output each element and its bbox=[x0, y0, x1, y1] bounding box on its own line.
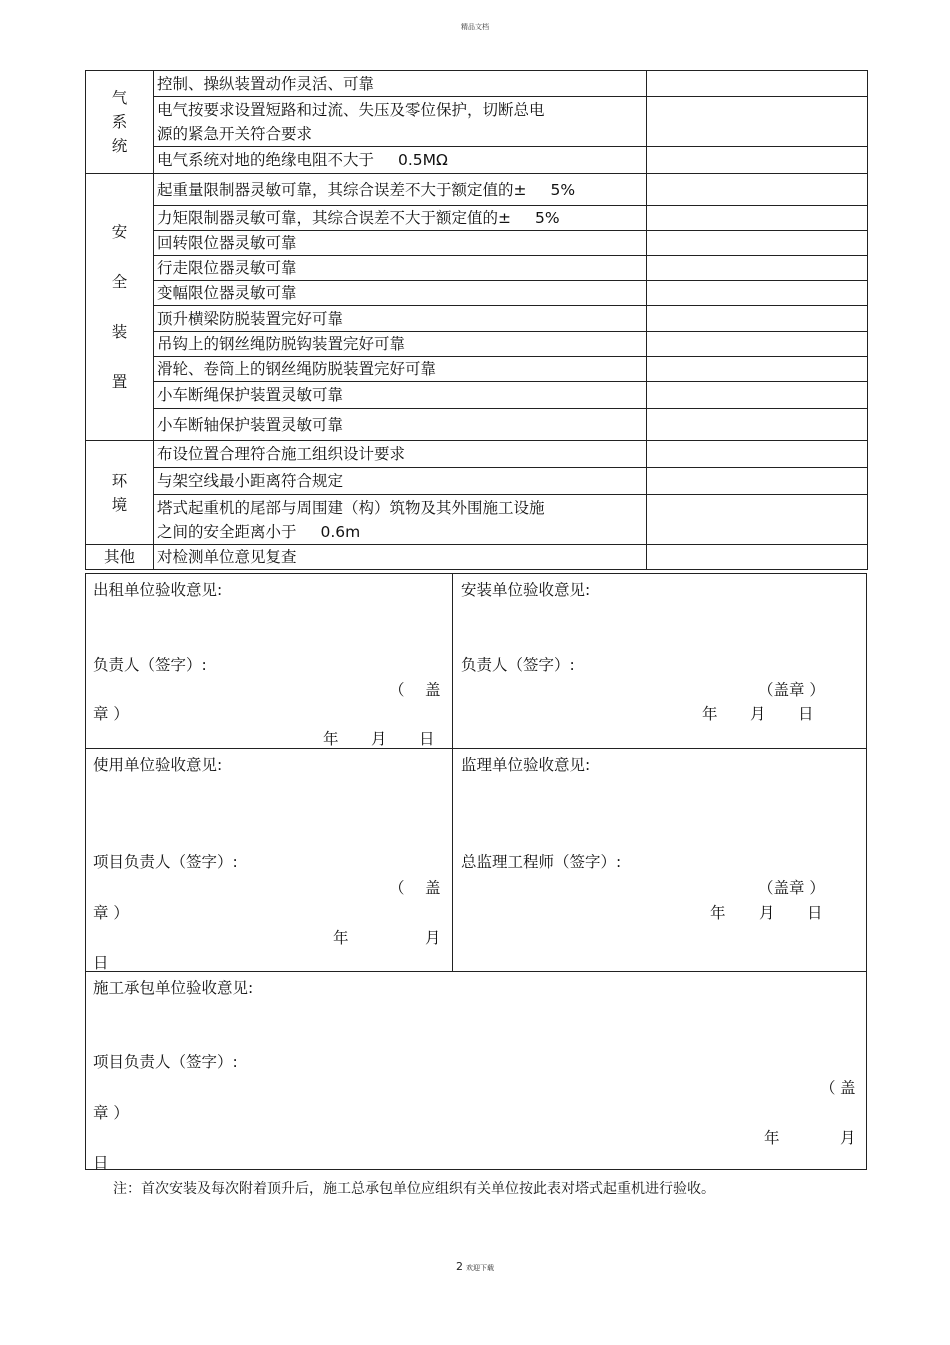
user-seal-open: （ bbox=[389, 879, 405, 897]
user-seal-close: 章 ） bbox=[93, 904, 129, 922]
supervisor-signer: 总监理工程师（签字）: bbox=[461, 853, 622, 871]
category-char: 系 bbox=[111, 113, 128, 131]
rental-unit-section[interactable] bbox=[85, 573, 453, 749]
category-char: 装 bbox=[111, 323, 128, 341]
rental-title: 出租单位验收意见: bbox=[93, 581, 223, 599]
install-seal: （盖章 ） bbox=[758, 681, 825, 699]
item-text: 控制、操纵装置动作灵活、可靠 bbox=[157, 74, 375, 93]
install-month: 月 bbox=[750, 705, 766, 723]
contractor-day: 日 bbox=[93, 1154, 109, 1172]
item-text: 起重量限制器灵敏可靠，其综合误差不大于额定值的± bbox=[157, 180, 527, 199]
table-row bbox=[154, 231, 647, 256]
category-char: 置 bbox=[111, 373, 128, 391]
item-value: 5% bbox=[550, 180, 576, 199]
supervisor-year: 年 bbox=[710, 904, 726, 922]
install-day: 日 bbox=[798, 705, 814, 723]
contractor-seal-open: （ bbox=[820, 1079, 836, 1097]
supervisor-day: 日 bbox=[807, 904, 823, 922]
install-title: 安装单位验收意见: bbox=[461, 581, 591, 599]
item-text: 之间的安全距离小于 bbox=[157, 522, 297, 541]
category-electrical bbox=[86, 71, 154, 174]
supervisor-title: 监理单位验收意见: bbox=[461, 756, 591, 774]
category-safety bbox=[86, 174, 154, 441]
category-other: 其他 bbox=[86, 545, 154, 570]
item-value: 0.5MΩ bbox=[398, 151, 448, 169]
user-year: 年 bbox=[333, 929, 349, 947]
page-number: 2 bbox=[456, 1260, 463, 1273]
item-text: 电气系统对地的绝缘电阻不大于 bbox=[157, 151, 375, 169]
contractor-year: 年 bbox=[764, 1129, 780, 1147]
result-cell[interactable] bbox=[647, 409, 868, 441]
install-year: 年 bbox=[702, 705, 718, 723]
rental-month: 月 bbox=[371, 730, 387, 748]
table-row bbox=[154, 281, 647, 306]
contractor-title: 施工承包单位验收意见: bbox=[93, 979, 254, 997]
result-cell[interactable] bbox=[647, 71, 868, 97]
result-cell[interactable] bbox=[647, 382, 868, 409]
item-text: 小车断轴保护装置灵敏可靠 bbox=[157, 415, 344, 434]
result-cell[interactable] bbox=[647, 468, 868, 495]
contractor-unit-section[interactable] bbox=[85, 971, 867, 1170]
result-cell[interactable] bbox=[647, 357, 868, 382]
page-header: 精品文档 bbox=[461, 23, 489, 31]
rental-seal-close: 章 ） bbox=[93, 705, 129, 723]
user-unit-section[interactable] bbox=[85, 748, 453, 972]
category-char: 境 bbox=[111, 495, 128, 514]
table-row bbox=[154, 174, 647, 206]
item-text: 力矩限制器灵敏可靠，其综合误差不大于额定值的± bbox=[157, 209, 511, 227]
item-value: 5% bbox=[535, 209, 560, 227]
result-cell[interactable] bbox=[647, 206, 868, 231]
table-row bbox=[154, 382, 647, 409]
user-signer: 项目负责人（签字）: bbox=[93, 853, 238, 871]
page-footer bbox=[0, 1260, 950, 1273]
table-row bbox=[154, 256, 647, 281]
supervisor-month: 月 bbox=[759, 904, 775, 922]
table-row bbox=[154, 545, 647, 570]
item-text: 塔式起重机的尾部与周围建（构）筑物及其外围施工设施 bbox=[157, 498, 545, 517]
table-row bbox=[154, 206, 647, 231]
supervisor-unit-section[interactable] bbox=[452, 748, 867, 972]
item-text: 顶升横梁防脱装置完好可靠 bbox=[157, 309, 344, 328]
result-cell[interactable] bbox=[647, 441, 868, 468]
table-row bbox=[154, 441, 647, 468]
table-row bbox=[154, 495, 647, 545]
result-cell[interactable] bbox=[647, 174, 868, 206]
item-text: 变幅限位器灵敏可靠 bbox=[157, 284, 297, 302]
contractor-month: 月 bbox=[840, 1129, 856, 1147]
category-char: 统 bbox=[111, 137, 128, 155]
user-title: 使用单位验收意见: bbox=[93, 756, 223, 774]
result-cell[interactable] bbox=[647, 306, 868, 332]
result-cell[interactable] bbox=[647, 97, 868, 147]
item-text: 对检测单位意见复查 bbox=[157, 548, 297, 566]
install-unit-section[interactable] bbox=[452, 573, 867, 749]
category-environment bbox=[86, 441, 154, 545]
result-cell[interactable] bbox=[647, 231, 868, 256]
item-text: 行走限位器灵敏可靠 bbox=[157, 259, 297, 277]
contractor-signer: 项目负责人（签字）: bbox=[93, 1053, 238, 1071]
item-text: 小车断绳保护装置灵敏可靠 bbox=[157, 386, 344, 404]
rental-signer: 负责人（签字）: bbox=[93, 656, 207, 674]
category-char: 安 bbox=[111, 223, 128, 241]
item-text: 与架空线最小距离符合规定 bbox=[157, 472, 344, 490]
result-cell[interactable] bbox=[647, 332, 868, 357]
item-text: 电气按要求设置短路和过流、失压及零位保护，切断总电 bbox=[157, 100, 545, 119]
supervisor-seal: （盖章 ） bbox=[758, 879, 825, 897]
result-cell[interactable] bbox=[647, 147, 868, 174]
inspection-table bbox=[85, 70, 868, 570]
result-cell[interactable] bbox=[647, 281, 868, 306]
user-day: 日 bbox=[93, 954, 109, 972]
contractor-seal-word: 盖 bbox=[840, 1079, 856, 1097]
footnote: 注：首次安装及每次附着顶升后，施工总承包单位应组织有关单位按此表对塔式起重机进行验收。 bbox=[113, 1181, 715, 1197]
rental-seal-open: （ bbox=[389, 681, 405, 699]
install-signer: 负责人（签字）: bbox=[461, 656, 575, 674]
table-row bbox=[154, 306, 647, 332]
item-text: 滑轮、卷筒上的钢丝绳防脱装置完好可靠 bbox=[157, 360, 437, 378]
table-row bbox=[154, 409, 647, 441]
item-text: 吊钩上的钢丝绳防脱钩装置完好可靠 bbox=[157, 335, 406, 353]
table-row bbox=[154, 332, 647, 357]
rental-day: 日 bbox=[419, 730, 435, 748]
category-char: 全 bbox=[111, 273, 128, 291]
result-cell[interactable] bbox=[647, 495, 868, 545]
table-row bbox=[154, 97, 647, 147]
item-text: 布设位置合理符合施工组织设计要求 bbox=[157, 445, 406, 463]
user-month: 月 bbox=[425, 929, 441, 947]
result-cell[interactable] bbox=[647, 545, 868, 570]
user-seal-word: 盖 bbox=[425, 879, 441, 897]
rental-year: 年 bbox=[323, 730, 339, 748]
table-row bbox=[154, 147, 647, 174]
footer-text: 欢迎下载 bbox=[466, 1264, 494, 1272]
category-char: 环 bbox=[111, 471, 128, 490]
item-text: 回转限位器灵敏可靠 bbox=[157, 234, 297, 252]
item-value: 0.6m bbox=[320, 522, 361, 541]
category-char: 气 bbox=[111, 89, 128, 107]
table-row bbox=[154, 71, 647, 97]
table-row bbox=[154, 468, 647, 495]
item-text: 源的紧急开关符合要求 bbox=[157, 124, 313, 143]
rental-seal-word: 盖 bbox=[425, 681, 441, 699]
contractor-seal-close: 章 ） bbox=[93, 1104, 129, 1122]
table-row bbox=[154, 357, 647, 382]
result-cell[interactable] bbox=[647, 256, 868, 281]
